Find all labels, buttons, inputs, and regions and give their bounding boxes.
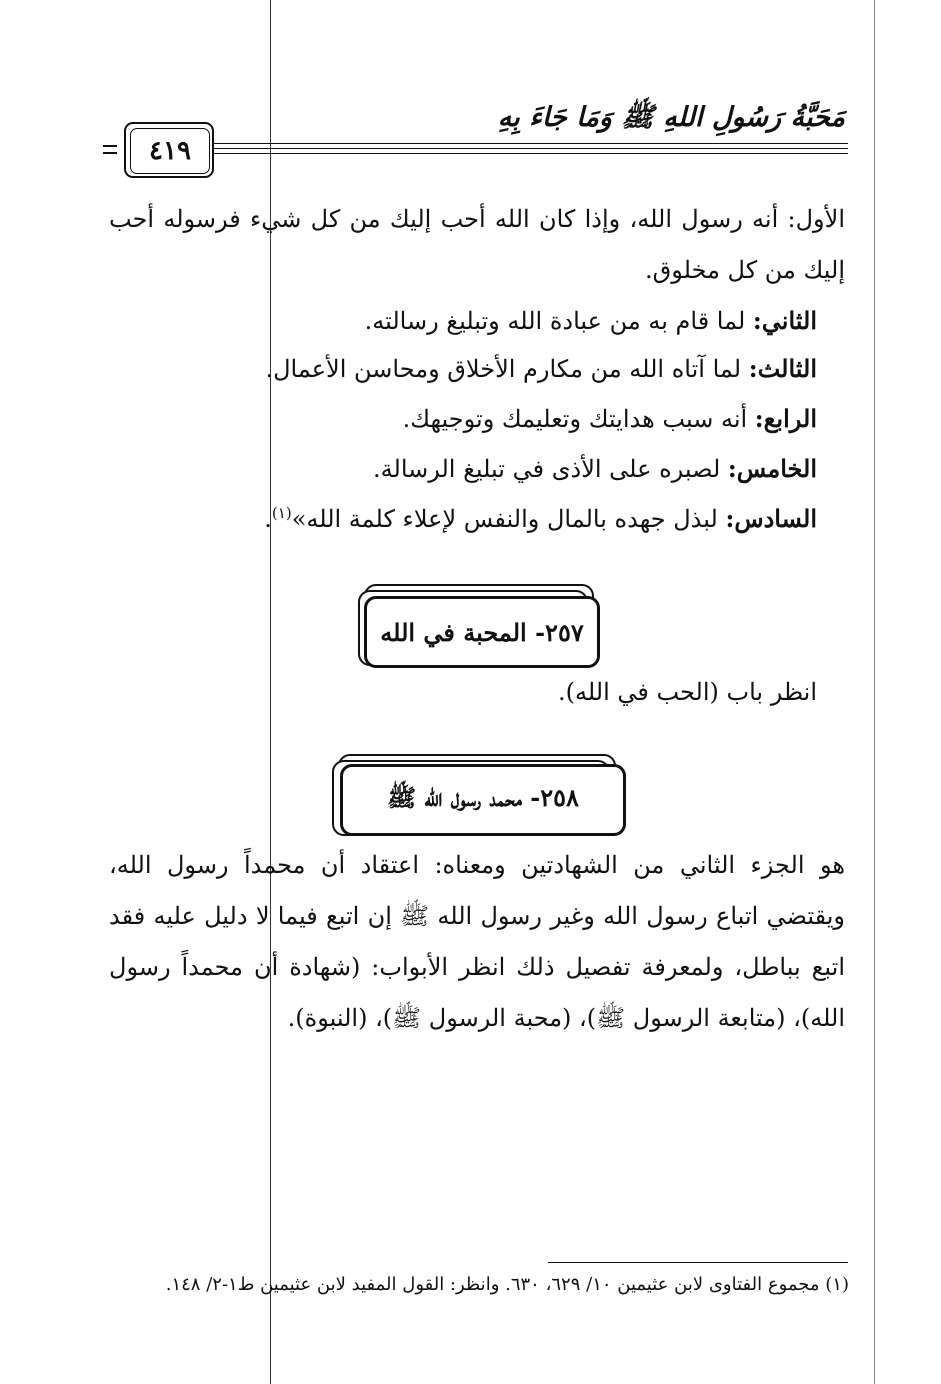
header-left-ticks (103, 145, 117, 159)
running-header-title: مَحَبَّةُ رَسُولِ اللهِ ﷺ وَمَا جَاءَ بِهِ (497, 102, 845, 133)
item-text: لما قام به من عبادة الله وتبليغ رسالته. (364, 307, 753, 335)
item-text: لبذل جهده بالمال والنفس لإعلاء كلمة الله» (291, 505, 726, 533)
section-258-body (109, 840, 845, 1044)
intro-item-3 (265, 354, 817, 383)
item-label: الثاني: (752, 306, 817, 335)
item-text: أنه سبب هدايتك وتعليمك وتوجيهك. (402, 405, 755, 433)
header-rule-middle (214, 148, 848, 149)
section-258-body-text: هو الجزء الثاني من الشهادتين ومعناه: اعتقاد أن محمداً رسول الله، ويقتضي اتباع رسول الله وغير رسول الله ﷺ إن اتبع فيما لا دليل عليه فقد اتبع بباطل، ولمعرفة تفصيل ذلك انظر الأبواب: (شهادة أن محمداً رسول الله)، (متابعة الرسول ﷺ)، (محبة الرسول ﷺ)، (النبوة). (109, 851, 845, 1032)
page-edge-line (874, 0, 875, 1384)
intro-item-5 (373, 454, 817, 483)
footnote: (١) مجموع الفتاوى لابن عثيمين ١٠/ ٦٢٩، ٦٣٠. وانظر: القول المفيد لابن عثيمين ط١-٢/ ١٤٨. (165, 1274, 849, 1295)
section-258-heading: ٢٥٨- محمد رسول الله ﷺ (340, 764, 626, 836)
intro-item-6 (264, 504, 817, 533)
intro-item-2 (365, 306, 817, 335)
intro-first-item-text: الأول: أنه رسول الله، وإذا كان الله أحب إليك من كل شيء فرسوله أحب إليك من كل مخلوق. (109, 205, 845, 284)
page-number: ٤١٩ (130, 128, 210, 174)
item-label: الثالث: (748, 354, 817, 383)
item-label: الخامس: (727, 454, 817, 483)
footnote-separator (548, 1262, 848, 1263)
item-text: لصبره على الأذى في تبليغ الرسالة. (373, 455, 728, 483)
footnote-ref: (١) (271, 504, 292, 522)
item-label: السادس: (725, 504, 817, 533)
end-dot: . (264, 505, 272, 533)
intro-item-4 (403, 404, 817, 433)
section-257-body: انظر باب (الحب في الله). (557, 678, 817, 706)
section-257-heading: ٢٥٧- المحبة في الله (364, 596, 600, 668)
header-rule-bottom (214, 153, 848, 154)
intro-first-item (109, 194, 845, 296)
item-label: الرابع: (754, 404, 817, 433)
header-rule-top (214, 143, 848, 144)
item-text: لما آتاه الله من مكارم الأخلاق ومحاسن الأعمال. (265, 355, 749, 383)
